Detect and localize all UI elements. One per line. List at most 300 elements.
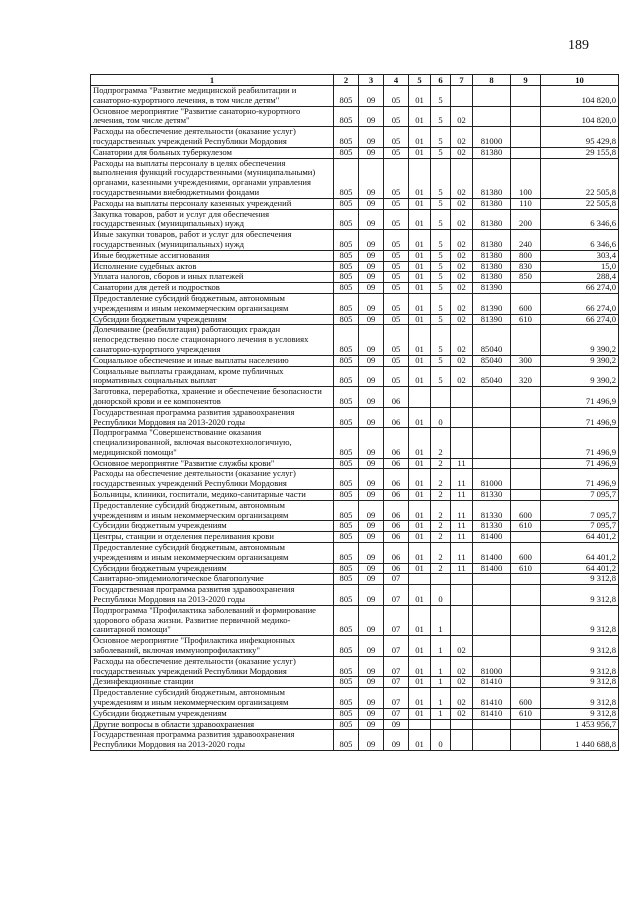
- amount: 71 496,9: [541, 428, 619, 458]
- amount: 64 401,2: [541, 543, 619, 564]
- expense-type-code: 200: [511, 209, 541, 230]
- program-code: 01: [409, 283, 431, 294]
- subprogram-code: 2: [431, 521, 451, 532]
- row-name: Расходы на обеспечение деятельности (оказание услуг) государственных учреждений Республики Мордовия: [91, 469, 334, 490]
- chapter-code: 805: [334, 355, 359, 366]
- measure-code: 02: [451, 209, 473, 230]
- column-header: 3: [359, 75, 384, 86]
- program-code: 01: [409, 688, 431, 709]
- subsection-code: 07: [384, 585, 409, 606]
- section-code: 09: [359, 428, 384, 458]
- section-code: 09: [359, 458, 384, 469]
- expense-type-code: 110: [511, 198, 541, 209]
- chapter-code: 805: [334, 325, 359, 355]
- table-row: [91, 147, 619, 158]
- target-article-code: [473, 387, 511, 408]
- table-row: [91, 656, 619, 677]
- program-code: 01: [409, 636, 431, 657]
- program-code: 01: [409, 708, 431, 719]
- table-row: [91, 407, 619, 428]
- table-row: [91, 428, 619, 458]
- subsection-code: 07: [384, 574, 409, 585]
- amount: 66 274,0: [541, 283, 619, 294]
- section-code: 09: [359, 209, 384, 230]
- row-name: Основное мероприятие "Развитие санаторно-курортного лечения, том числе детям": [91, 106, 334, 127]
- amount: 303,4: [541, 250, 619, 261]
- table-row: [91, 106, 619, 127]
- chapter-code: 805: [334, 407, 359, 428]
- amount: 29 155,8: [541, 147, 619, 158]
- expense-type-code: 300: [511, 355, 541, 366]
- row-name: Предоставление субсидий бюджетным, автономным учреждениям и иным некоммерческим организациям: [91, 500, 334, 521]
- program-code: 01: [409, 677, 431, 688]
- chapter-code: 805: [334, 127, 359, 148]
- target-article-code: 81380: [473, 250, 511, 261]
- table-row: [91, 543, 619, 564]
- subprogram-code: 5: [431, 293, 451, 314]
- program-code: 01: [409, 209, 431, 230]
- row-name: Социальные выплаты гражданам, кроме публичных нормативных социальных выплат: [91, 366, 334, 387]
- chapter-code: 805: [334, 605, 359, 635]
- expense-type-code: 850: [511, 272, 541, 283]
- expense-type-code: [511, 428, 541, 458]
- target-article-code: 81330: [473, 490, 511, 501]
- expense-type-code: [511, 325, 541, 355]
- column-header: 10: [541, 75, 619, 86]
- expense-type-code: [511, 106, 541, 127]
- table-row: [91, 563, 619, 574]
- subsection-code: 06: [384, 428, 409, 458]
- section-code: 09: [359, 521, 384, 532]
- section-code: 09: [359, 283, 384, 294]
- expense-type-code: [511, 574, 541, 585]
- column-header: 5: [409, 75, 431, 86]
- measure-code: 02: [451, 261, 473, 272]
- program-code: 01: [409, 325, 431, 355]
- target-article-code: 81400: [473, 532, 511, 543]
- section-code: 09: [359, 656, 384, 677]
- row-name: Иные закупки товаров, работ и услуг для обеспечения государственных (муниципальных) нужд: [91, 230, 334, 251]
- expense-type-code: [511, 387, 541, 408]
- subsection-code: 05: [384, 355, 409, 366]
- program-code: 01: [409, 198, 431, 209]
- program-code: 01: [409, 490, 431, 501]
- expense-type-code: 610: [511, 314, 541, 325]
- measure-code: 11: [451, 490, 473, 501]
- amount: 22 505,8: [541, 158, 619, 198]
- subprogram-code: 5: [431, 261, 451, 272]
- program-code: 01: [409, 147, 431, 158]
- measure-code: [451, 719, 473, 730]
- subsection-code: 05: [384, 158, 409, 198]
- row-name: Долечивание (реабилитация) работающих граждан непосредственно после стационарного лечения в условиях санаторно-курортного учреждения: [91, 325, 334, 355]
- program-code: 01: [409, 730, 431, 751]
- section-code: 09: [359, 272, 384, 283]
- amount: 64 401,2: [541, 563, 619, 574]
- subprogram-code: 1: [431, 677, 451, 688]
- expense-type-code: 600: [511, 688, 541, 709]
- program-code: 01: [409, 293, 431, 314]
- expense-type-code: [511, 730, 541, 751]
- expense-type-code: 610: [511, 563, 541, 574]
- subsection-code: 09: [384, 719, 409, 730]
- chapter-code: 805: [334, 387, 359, 408]
- measure-code: 02: [451, 272, 473, 283]
- table-row: [91, 209, 619, 230]
- subprogram-code: 5: [431, 147, 451, 158]
- table-row: [91, 574, 619, 585]
- row-name: Другие вопросы в области здравоохранения: [91, 719, 334, 730]
- target-article-code: 81380: [473, 147, 511, 158]
- section-code: 09: [359, 127, 384, 148]
- amount: 6 346,6: [541, 209, 619, 230]
- program-code: 01: [409, 428, 431, 458]
- chapter-code: 805: [334, 293, 359, 314]
- chapter-code: 805: [334, 719, 359, 730]
- measure-code: [451, 86, 473, 107]
- section-code: 09: [359, 730, 384, 751]
- program-code: 01: [409, 656, 431, 677]
- row-name: Исполнение судебных актов: [91, 261, 334, 272]
- measure-code: [451, 574, 473, 585]
- table-row: [91, 500, 619, 521]
- measure-code: 02: [451, 314, 473, 325]
- section-code: 09: [359, 230, 384, 251]
- target-article-code: 81380: [473, 209, 511, 230]
- table-row: [91, 521, 619, 532]
- target-article-code: 81390: [473, 293, 511, 314]
- table-row: [91, 261, 619, 272]
- subprogram-code: 5: [431, 106, 451, 127]
- chapter-code: 805: [334, 314, 359, 325]
- subprogram-code: 5: [431, 366, 451, 387]
- row-name: Уплата налогов, сборов и иных платежей: [91, 272, 334, 283]
- row-name: Расходы на обеспечение деятельности (оказание услуг) государственных учреждений Республики Мордовия: [91, 656, 334, 677]
- table-row: [91, 272, 619, 283]
- column-header: 8: [473, 75, 511, 86]
- subsection-code: 05: [384, 314, 409, 325]
- amount: 9 312,8: [541, 656, 619, 677]
- section-code: 09: [359, 688, 384, 709]
- chapter-code: 805: [334, 469, 359, 490]
- program-code: 01: [409, 469, 431, 490]
- amount: 7 095,7: [541, 500, 619, 521]
- target-article-code: [473, 458, 511, 469]
- table-row: [91, 677, 619, 688]
- row-name: Предоставление субсидий бюджетным, автономным учреждениям и иным некоммерческим организациям: [91, 688, 334, 709]
- subprogram-code: [431, 387, 451, 408]
- row-name: Расходы на обеспечение деятельности (оказание услуг) государственных учреждений Республики Мордовия: [91, 127, 334, 148]
- row-name: Иные бюджетные ассигнования: [91, 250, 334, 261]
- section-code: 09: [359, 250, 384, 261]
- section-code: 09: [359, 490, 384, 501]
- chapter-code: 805: [334, 458, 359, 469]
- chapter-code: 805: [334, 158, 359, 198]
- page-number: 189: [568, 38, 589, 53]
- target-article-code: 85040: [473, 355, 511, 366]
- amount: 71 496,9: [541, 469, 619, 490]
- program-code: [409, 387, 431, 408]
- subprogram-code: 5: [431, 355, 451, 366]
- table-header: [91, 75, 619, 86]
- program-code: 01: [409, 314, 431, 325]
- row-name: Субсидии бюджетным учреждениям: [91, 708, 334, 719]
- expense-type-code: 830: [511, 261, 541, 272]
- chapter-code: 805: [334, 500, 359, 521]
- target-article-code: 81330: [473, 521, 511, 532]
- subprogram-code: 5: [431, 272, 451, 283]
- subsection-code: 06: [384, 521, 409, 532]
- target-article-code: 81380: [473, 230, 511, 251]
- subsection-code: 05: [384, 366, 409, 387]
- measure-code: 02: [451, 158, 473, 198]
- row-name: Санатории для детей и подростков: [91, 283, 334, 294]
- subsection-code: 07: [384, 708, 409, 719]
- subprogram-code: 5: [431, 158, 451, 198]
- target-article-code: [473, 86, 511, 107]
- subsection-code: 06: [384, 532, 409, 543]
- expense-type-code: 800: [511, 250, 541, 261]
- table-row: [91, 366, 619, 387]
- table-row: [91, 250, 619, 261]
- measure-code: 02: [451, 198, 473, 209]
- subprogram-code: 1: [431, 656, 451, 677]
- row-name: Санатории для больных туберкулезом: [91, 147, 334, 158]
- expense-type-code: [511, 532, 541, 543]
- chapter-code: 805: [334, 261, 359, 272]
- measure-code: 11: [451, 469, 473, 490]
- row-name: Больницы, клиники, госпитали, медико-санитарные части: [91, 490, 334, 501]
- subsection-code: 05: [384, 198, 409, 209]
- subprogram-code: 1: [431, 688, 451, 709]
- program-code: 01: [409, 86, 431, 107]
- subprogram-code: 5: [431, 230, 451, 251]
- subsection-code: 06: [384, 543, 409, 564]
- subprogram-code: 2: [431, 428, 451, 458]
- section-code: 09: [359, 574, 384, 585]
- row-name: Социальное обеспечение и иные выплаты населению: [91, 355, 334, 366]
- amount: 71 496,9: [541, 407, 619, 428]
- expense-type-code: 610: [511, 708, 541, 719]
- expense-type-code: [511, 605, 541, 635]
- chapter-code: 805: [334, 250, 359, 261]
- target-article-code: [473, 574, 511, 585]
- measure-code: 11: [451, 563, 473, 574]
- subprogram-code: 0: [431, 730, 451, 751]
- program-code: [409, 719, 431, 730]
- target-article-code: [473, 730, 511, 751]
- subsection-code: 05: [384, 230, 409, 251]
- subsection-code: 06: [384, 387, 409, 408]
- subprogram-code: 5: [431, 314, 451, 325]
- subsection-code: 05: [384, 293, 409, 314]
- section-code: 09: [359, 563, 384, 574]
- target-article-code: 81380: [473, 272, 511, 283]
- chapter-code: 805: [334, 147, 359, 158]
- chapter-code: 805: [334, 283, 359, 294]
- section-code: 09: [359, 106, 384, 127]
- table-row: [91, 730, 619, 751]
- subprogram-code: 1: [431, 636, 451, 657]
- subprogram-code: 0: [431, 407, 451, 428]
- subprogram-code: 2: [431, 563, 451, 574]
- expense-type-code: [511, 677, 541, 688]
- chapter-code: 805: [334, 677, 359, 688]
- measure-code: 11: [451, 532, 473, 543]
- chapter-code: 805: [334, 272, 359, 283]
- expense-type-code: 100: [511, 158, 541, 198]
- amount: 9 312,8: [541, 708, 619, 719]
- table-body: [91, 86, 619, 751]
- chapter-code: 805: [334, 198, 359, 209]
- measure-code: 11: [451, 543, 473, 564]
- row-name: Государственная программа развития здравоохранения Республики Мордовия на 2013-2020 годы: [91, 730, 334, 751]
- row-name: Субсидии бюджетным учреждениям: [91, 563, 334, 574]
- chapter-code: 805: [334, 543, 359, 564]
- section-code: 09: [359, 147, 384, 158]
- section-code: 09: [359, 407, 384, 428]
- subsection-code: 05: [384, 86, 409, 107]
- target-article-code: [473, 585, 511, 606]
- row-name: Субсидии бюджетным учреждениям: [91, 521, 334, 532]
- column-header: 7: [451, 75, 473, 86]
- subsection-code: 05: [384, 209, 409, 230]
- chapter-code: 805: [334, 585, 359, 606]
- chapter-code: 805: [334, 574, 359, 585]
- program-code: 01: [409, 366, 431, 387]
- amount: 9 312,8: [541, 585, 619, 606]
- expense-type-code: [511, 147, 541, 158]
- row-name: Основное мероприятие "Развитие службы крови": [91, 458, 334, 469]
- table-row: [91, 458, 619, 469]
- program-code: 01: [409, 521, 431, 532]
- subprogram-code: 1: [431, 605, 451, 635]
- table-row: [91, 469, 619, 490]
- subprogram-code: 5: [431, 198, 451, 209]
- subsection-code: 09: [384, 730, 409, 751]
- amount: 1 440 688,8: [541, 730, 619, 751]
- measure-code: 11: [451, 521, 473, 532]
- amount: 66 274,0: [541, 293, 619, 314]
- subsection-code: 07: [384, 677, 409, 688]
- expense-type-code: 610: [511, 521, 541, 532]
- target-article-code: 81400: [473, 563, 511, 574]
- expense-type-code: [511, 458, 541, 469]
- amount: 9 312,8: [541, 574, 619, 585]
- amount: 9 312,8: [541, 677, 619, 688]
- measure-code: 02: [451, 230, 473, 251]
- subsection-code: 05: [384, 250, 409, 261]
- chapter-code: 805: [334, 532, 359, 543]
- section-code: 09: [359, 469, 384, 490]
- table-row: [91, 585, 619, 606]
- subsection-code: 07: [384, 656, 409, 677]
- section-code: 09: [359, 532, 384, 543]
- table-row: [91, 283, 619, 294]
- program-code: 01: [409, 230, 431, 251]
- expense-type-code: 240: [511, 230, 541, 251]
- target-article-code: [473, 636, 511, 657]
- measure-code: [451, 605, 473, 635]
- row-name: Дезинфекционные станции: [91, 677, 334, 688]
- measure-code: 02: [451, 355, 473, 366]
- table-row: [91, 127, 619, 148]
- expense-type-code: [511, 636, 541, 657]
- amount: 1 453 956,7: [541, 719, 619, 730]
- row-name: Расходы на выплаты персоналу казенных учреждений: [91, 198, 334, 209]
- measure-code: [451, 407, 473, 428]
- expense-type-code: [511, 283, 541, 294]
- chapter-code: 805: [334, 209, 359, 230]
- target-article-code: 81380: [473, 198, 511, 209]
- section-code: 09: [359, 355, 384, 366]
- subsection-code: 06: [384, 563, 409, 574]
- row-name: Государственная программа развития здравоохранения Республики Мордовия на 2013-2020 годы: [91, 585, 334, 606]
- program-code: 01: [409, 158, 431, 198]
- subprogram-code: 5: [431, 127, 451, 148]
- table-row: [91, 198, 619, 209]
- row-name: Подпрограмма "Совершенствование оказания специализированной, включая высокотехнологичную, медицинской помощи": [91, 428, 334, 458]
- expense-type-code: [511, 86, 541, 107]
- chapter-code: 805: [334, 708, 359, 719]
- row-name: Заготовка, переработка, хранение и обеспечение безопасности донорской крови и ее компонентов: [91, 387, 334, 408]
- row-name: Государственная программа развития здравоохранения Республики Мордовия на 2013-2020 годы: [91, 407, 334, 428]
- chapter-code: 805: [334, 656, 359, 677]
- row-name: Расходы на выплаты персоналу в целях обеспечения выполнения функций государственными (муниципальными) органами, казенными учреждениями, органами управления государственными внебюджетными фондами: [91, 158, 334, 198]
- program-code: 01: [409, 355, 431, 366]
- table-row: [91, 387, 619, 408]
- amount: 9 312,8: [541, 688, 619, 709]
- section-code: 09: [359, 86, 384, 107]
- measure-code: 02: [451, 127, 473, 148]
- subsection-code: 05: [384, 106, 409, 127]
- section-code: 09: [359, 677, 384, 688]
- table-row: [91, 355, 619, 366]
- program-code: [409, 574, 431, 585]
- measure-code: 11: [451, 500, 473, 521]
- subprogram-code: 5: [431, 209, 451, 230]
- expense-type-code: [511, 127, 541, 148]
- chapter-code: 805: [334, 688, 359, 709]
- expense-type-code: 600: [511, 293, 541, 314]
- subprogram-code: 2: [431, 469, 451, 490]
- target-article-code: 81000: [473, 127, 511, 148]
- subprogram-code: 2: [431, 500, 451, 521]
- measure-code: 02: [451, 106, 473, 127]
- table-row: [91, 230, 619, 251]
- column-header: 6: [431, 75, 451, 86]
- section-code: 09: [359, 314, 384, 325]
- amount: 64 401,2: [541, 532, 619, 543]
- target-article-code: [473, 428, 511, 458]
- subprogram-code: 1: [431, 708, 451, 719]
- subsection-code: 05: [384, 261, 409, 272]
- target-article-code: 81400: [473, 543, 511, 564]
- column-header: 4: [384, 75, 409, 86]
- measure-code: [451, 387, 473, 408]
- measure-code: 02: [451, 636, 473, 657]
- row-name: Основное мероприятие "Профилактика инфекционных заболеваний, включая иммунопрофилактику": [91, 636, 334, 657]
- subprogram-code: 2: [431, 490, 451, 501]
- table-row: [91, 293, 619, 314]
- amount: 9 390,2: [541, 355, 619, 366]
- target-article-code: 81390: [473, 314, 511, 325]
- subsection-code: 05: [384, 272, 409, 283]
- section-code: 09: [359, 387, 384, 408]
- subprogram-code: [431, 574, 451, 585]
- amount: 71 496,9: [541, 458, 619, 469]
- table-row: [91, 605, 619, 635]
